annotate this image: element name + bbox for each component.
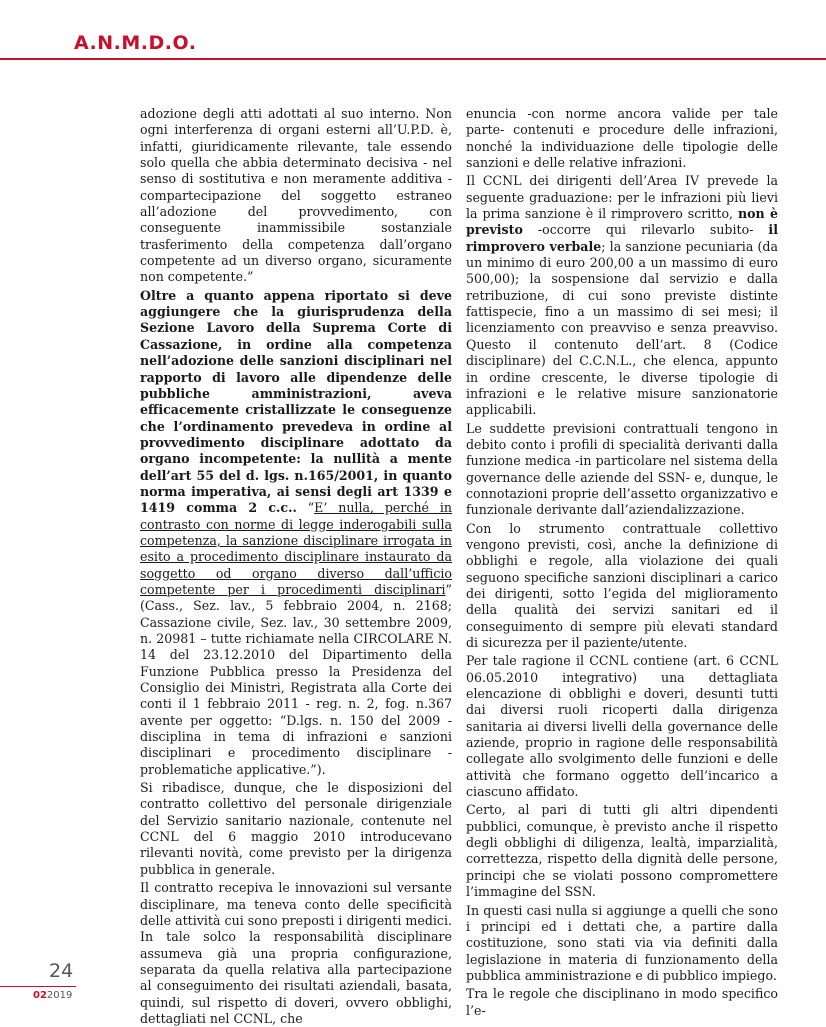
text-run: ; la sanzione pecuniaria (da un minimo di euro 200,00 a un massimo di euro 500,00); la sospensione dal servizio e dalla retribuzione, di cui sono previste distinte fattispecie, fino a un massimo di sei mesi; il licenziamento con preavviso e senza preavviso. Questo il contenuto dell’art. 8 (Codice disciplinare) del C.C.N.L., che elenca, appunto in ordine crescente, le diverse tipologie di infrazioni e le relative misure sanzionatorie applicabili.: [466, 238, 778, 418]
paragraph: Si ribadisce, dunque, che le disposizioni del contratto collettivo del personale dirigenziale del Servizio sanitario nazionale, contenute nel CCNL del 6 maggio 2010 introducevano rilevanti novità, come previsto per la dirigenza pubblica in generale.: [140, 780, 452, 877]
text-run: -occorre qui rilevarlo subito-: [522, 222, 769, 238]
page-number: 24: [49, 960, 74, 982]
header-rule: [0, 58, 826, 60]
left-column: [140, 106, 452, 1027]
paragraph: Per tale ragione il CCNL contiene (art. 6 CCNL 06.05.2010 integrativo) una dettagliata elencazione di obblighi e doveri, desunti tutti dai diversi ruoli ricoperti dalla dirigenza sanitaria ai diversi livelli della governance delle aziende, proprio in ragione delle responsabilità collegate allo svolgimento delle funzioni e delle attività che formano oggetto dell’incarico a ciascuno affidato.: [466, 653, 778, 800]
bold-text: Oltre a quanto appena riportato si deve aggiungere che la giurisprudenza della Sezione Lavoro della Suprema Corte di Cassazione, in ordine alla competenza nell’adozione delle sanzioni disciplinari nel rapporto di lavoro alle dipendenze delle pubbliche amministrazioni, aveva efficacemente cristallizzate le conseguenze che l’ordinamento prevedeva in ordine al provvedimento disciplinare adottato da organo incompetente: la nullità a mente dell’art 55 del d. lgs. n.165/2001, in quanto norma imperativa, ai sensi degli art 1339 e 1419 comma 2 c.c..: [140, 287, 452, 516]
citation-text: ” (Cass., Sez. lav., 5 febbraio 2004, n. 2168; Cassazione civile, Sez. lav., 30 settembre 2009, n. 20981 – tutte richiamate nella CIRCOLARE N. 14 del 23.12.2010 del Dipartimento della Funzione Pubblica presso la Presidenza del Consiglio dei Ministri, Registrata alla Corte dei conti il 1 febbraio 2011 - reg. n. 2, fog. n.367 avente per oggetto: “D.lgs. n. 150 del 2009 - disciplina in tema di infrazioni e sanzioni disciplinari e procedimento disciplinare - problematiche applicative.”).: [140, 581, 452, 777]
paragraph: In questi casi nulla si aggiunge a quelli che sono i principi ed i dettati che, a partire dalla costituzione, sono stati via via definiti dalla legislazione in materia di funzionamento della pubblica amministrazione e di pubblico impiego.: [466, 902, 778, 983]
paragraph: [466, 173, 778, 418]
footer-rule: [0, 986, 76, 987]
magazine-logo: A.N.M.D.O.: [74, 32, 197, 54]
paragraph: adozione degli atti adottati al suo interno. Non ogni interferenza di organi esterni all’U.P.D. è, infatti, giuridicamente rilevante, tale essendo solo quella che abbia determinato decisiva - nel senso di sostitutiva e non meramente additiva - compartecipazione del soggetto estraneo all’adozione del provvedimento, con conseguente inammissibile sostanziale trasferimento della competenza dall’organo competente ad un diverso organo, sicuramente non competente.”: [140, 106, 452, 285]
quote-mark: “: [296, 500, 315, 516]
paragraph: Con lo strumento contrattuale collettivo vengono previsti, così, anche la definizione di obblighi e regole, alla violazione dei quali seguono specifiche sanzioni disciplinari a carico dei dirigenti, sotto l’egida del miglioramento della qualità dei servizi sanitari ed il conseguimento di sempre più elevati standard di sicurezza per il paziente/utente.: [466, 520, 778, 650]
issue-number: 02: [33, 990, 47, 1001]
bold-text: non è previsto: [466, 206, 778, 238]
bold-text: il rimprovero verbale: [466, 222, 778, 254]
underlined-quote: E’ nulla, perché in contrasto con norme di legge inderogabili sulla competenza, la sanzione disciplinare irrogata in esito a procedimento disciplinare instaurato da soggetto od organo diverso dall’ufficio competente per i procedimenti disciplinari: [140, 500, 452, 597]
paragraph: enuncia -con norme ancora valide per tale parte- contenuti e procedure delle infrazioni, nonché la individuazione delle tipologie delle sanzioni e delle relative infrazioni.: [466, 106, 778, 171]
paragraph: Certo, al pari di tutti gli altri dipendenti pubblici, comunque, è previsto anche il rispetto degli obblighi di diligenza, lealtà, imparzialità, correttezza, rispetto della dignità delle persone, principi che se violati possono compromettere l’immagine del SSN.: [466, 802, 778, 900]
text-run: Il CCNL dei dirigenti dell’Area IV prevede la seguente graduazione: per le infrazioni più lievi la prima sanzione è il rimprovero scritto,: [466, 173, 778, 222]
paragraph: [140, 288, 452, 778]
paragraph: Tra le regole che disciplinano in modo specifico l’e-: [466, 986, 778, 1018]
paragraph: Il contratto recepiva le innovazioni sul versante disciplinare, ma teneva conto delle specificità delle attività cui sono preposti i dirigenti medici. In tale solco la responsabilità disciplinare assumeva già una propria configurazione, separata da quella relativa alla partecipazione al conseguimento dei risultati aziendali, basata, quindi, sul rispetto di doveri, ovvero obblighi, dettagliati nel CCNL, che: [140, 880, 452, 1026]
issue-label: [33, 991, 72, 1001]
issue-year: 2019: [46, 990, 73, 1001]
paragraph: Le suddette previsioni contrattuali tengono in debito conto i profili di specialità derivanti dalla funzione medica -in particolare nel sistema della governance delle aziende del SSN- e, dunque, le connotazioni proprie dell’assetto organizzativo e funzionale derivante dall’aziendalizzazione.: [466, 420, 778, 518]
right-column: [466, 106, 778, 1019]
